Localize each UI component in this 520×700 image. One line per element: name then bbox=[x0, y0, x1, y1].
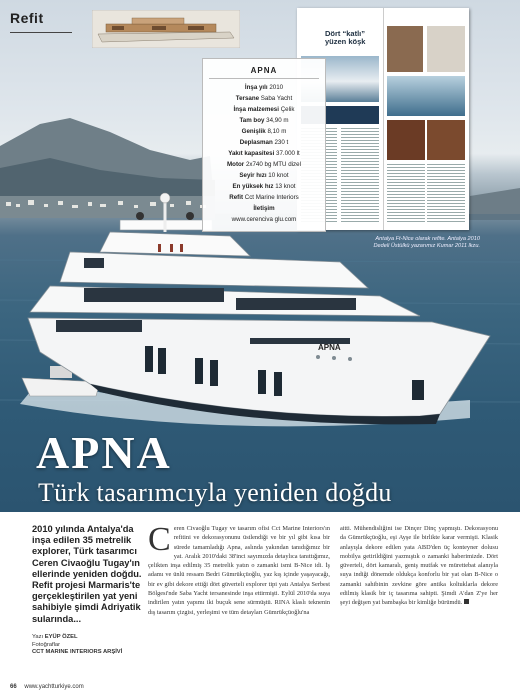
spec-title: APNA bbox=[209, 65, 319, 79]
magazine-interior-photo-2 bbox=[427, 120, 465, 160]
end-mark bbox=[464, 599, 469, 604]
article-subtitle: Türk tasarımcıyla yeniden doğdu bbox=[38, 478, 392, 507]
photo-source: CCT MARINE INTERIORS ARŞİVİ bbox=[32, 649, 123, 655]
magazine-caption: Antalya Ft-Nice olarak refite. Antalya 2010 Dedeli Üstülkü yazarımız Kumar 2011 lkzu. bbox=[373, 236, 480, 249]
spec-website-link[interactable]: www.cerenciva glu.com bbox=[231, 216, 297, 223]
author-name: EYÜP ÖZEL bbox=[44, 634, 78, 640]
spec-row-shipyard: Tersane Saba Yacht bbox=[235, 95, 293, 102]
spec-row-engine: Motor 2x740 bg MTU dizel bbox=[227, 161, 301, 168]
page-footer bbox=[10, 684, 84, 690]
spec-row-length: Tam boy 34,90 m bbox=[239, 117, 289, 124]
body-column-2 bbox=[340, 524, 498, 608]
spec-row-refit: Refit Cct Marine Interiors bbox=[229, 194, 299, 201]
spec-row-build-year: İnşa yılı 2010 bbox=[244, 84, 284, 91]
magazine-photo-2 bbox=[427, 26, 465, 72]
spec-row-beam: Genişlik 8,10 m bbox=[241, 128, 287, 135]
body-text-2: aitti. Mühendisliğini ise Dinçer Dinç yapmıştı. Dekorasyonu da Gümrükçüoğlu, eşi Ayşe ile birlikte karar vermişti. Klasik anlayışla dekore edilen yata ABD'den üç konteyner dolusu mobilya getirildiğini yazmıştık o zamanki haberimizde. Dört güverteli, dört kamaralı, geniş mutfak ve mürettebat alanıyla suya indiği dönemde oldukça konforlu bir yat olan B-Nice o zamanki sahibinin zevkine göre antika koltuklarla dekore edilmiş klasik bir iç tasarıma sahipti. Şimdi A'dan Z'ye her şeyi değişen yat bambaşka bir kimliğe bürümdü. bbox=[340, 525, 498, 607]
spec-row-material: İnşa malzemesi Çelik bbox=[233, 106, 295, 113]
photo-label: Fotoğraflar bbox=[32, 641, 61, 648]
lead-paragraph: 2010 yılında Antalya'da inşa edilen 35 metrelik explorer, Türk tasarımcı Ceren Civaoğlu Tugay'ın ellerinde yeniden doğdu. Refit projesi Marmaris'te gerçekleştirilen yat yeni sahibiyle şimdi Adriyatik sularında... bbox=[32, 524, 142, 624]
spec-row-displacement: Deplasman 230 t bbox=[239, 139, 289, 146]
magazine-headline: Dört “katlı” yüzen köşk bbox=[325, 29, 366, 46]
magazine-photo-3 bbox=[387, 76, 465, 116]
hull-name-plate bbox=[318, 341, 348, 353]
body-column-1 bbox=[148, 521, 330, 617]
page-number: 66 bbox=[10, 684, 17, 690]
magazine-interior-photo bbox=[387, 120, 425, 160]
author-label: Yazı bbox=[32, 634, 44, 640]
spec-contact-label: İletişim bbox=[253, 205, 275, 212]
footer-url[interactable]: www.yachtturkiye.com bbox=[24, 684, 84, 690]
body-text-1: eren Civaoğlu Tugay ve tasarım ofisi Cct Marine Interiors'ın refitini ve dekorasyonunu üstlendiği ve bir yıl gibi kısa bir sürede tamamladığı Apna, aslında yakından tanıdığımız bir yat. Aralık 2010'daki 38'inci sayımızda detaylıca tanıttığımız, çelikten inşa edilmiş 35 metrelik yatın o zamanki ismi B-Nice idi. İş adamı ve ünlü ressam Bedri Gümrükçüoğlu, yaz kış içinde yaşayacağı, bir ev gibi dekore ettiği dört güverteli explorer tipi yatı Antalya Serbest Bölgesi'nde Saba Yacht tersanesinde inşa ettirmişti. Eylül 2010'da suya indirilen yatın yapımı iki buçuk sene sürmüştü. RINA klaslı teknenin dış tasarım çizgisi, yerleşimi ve tüm detayları Gümrükçüoğlu'na bbox=[148, 525, 330, 616]
yacht-profile-drawing bbox=[92, 10, 240, 48]
spec-row-max-speed: En yüksek hız 13 knot bbox=[232, 183, 296, 190]
spec-row-cruise-speed: Seyir hızı 10 knot bbox=[239, 172, 289, 179]
credits bbox=[32, 634, 150, 657]
article-title: APNA bbox=[36, 427, 172, 478]
spec-box bbox=[202, 58, 326, 232]
section-tag: Refit bbox=[10, 10, 44, 26]
magazine-portrait-photo bbox=[387, 26, 423, 72]
drop-cap: C bbox=[148, 521, 171, 558]
spec-row-fuel: Yakıt kapasitesi 37.000 lt bbox=[228, 150, 300, 157]
hull-name-text: APNA bbox=[318, 343, 341, 352]
